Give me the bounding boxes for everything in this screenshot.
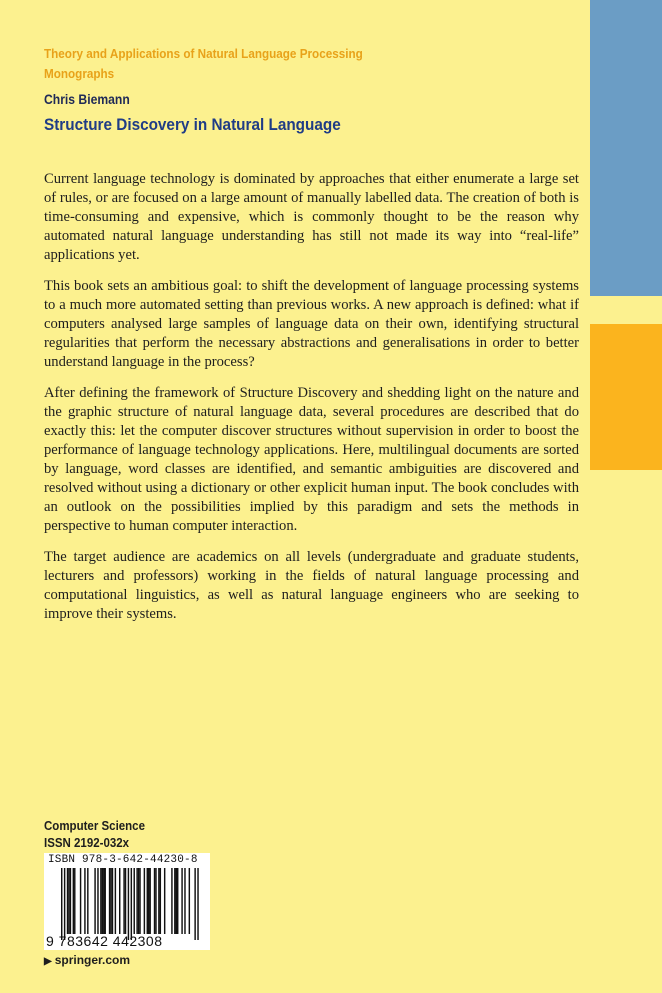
barcode-bar [134, 868, 135, 934]
barcode-bar [171, 868, 172, 934]
color-band-top [590, 0, 662, 296]
series-name: Theory and Applications of Natural Language Processing [44, 46, 363, 61]
barcode-bar [73, 868, 74, 934]
subject-category: Computer Science [44, 819, 145, 833]
barcode-bar [154, 868, 155, 934]
barcode-bar [147, 868, 148, 934]
barcode-bar [148, 868, 149, 934]
barcode-bar [128, 868, 129, 940]
issn: ISSN 2192-032x [44, 836, 130, 850]
description-paragraph: This book sets an ambitious goal: to shift the development of language processing systems to a much more automated setting than previous works. A new approach is defined: what if computers analysed large samples of language data on their own, identifying structural regularities that perform the necessary abstractions and generalisations in order to better understand language in the process? [44, 278, 579, 370]
barcode-bar [70, 868, 71, 934]
subject-block [44, 818, 145, 852]
publisher-url: springer.com [54, 953, 131, 967]
right-triangle-icon: ▶ [44, 956, 52, 967]
barcode-bar [149, 868, 150, 934]
description [44, 170, 579, 636]
barcode-bar [84, 868, 85, 934]
barcode-bar [64, 868, 65, 940]
color-band-bottom [590, 324, 662, 470]
barcode-bar [125, 868, 126, 934]
barcode-bar [97, 868, 98, 934]
description-paragraph: After defining the framework of Structure Discovery and shedding light on the nature and the graphic structure of natural language data, several procedures are described that do exactly this: let the computer discover structures without supervision in order to boost the performance of language technology applications. Here, multilingual documents are sorted by language, word classes are identified, and semantic ambiguities are discovered and resolved without using a dictionary or other explicit human input. The book concludes with an outlook on the possibilities implied by this paradigm and sets the methods in perspective to human computer interaction. [44, 385, 579, 534]
author-name: Chris Biemann [44, 92, 130, 107]
barcode-bar [184, 868, 185, 934]
barcode-bar [176, 868, 177, 934]
barcode-digits: 9 783642 442308 [46, 933, 163, 949]
barcode-bar [80, 868, 81, 934]
barcode-bar [105, 868, 106, 934]
barcode-bar [123, 868, 124, 934]
barcode-bar [119, 868, 120, 934]
barcode-bar [189, 868, 190, 934]
description-paragraph: Current language technology is dominated by approaches that either enumerate a large set of rules, or are focused on a large amount of manually labelled data. The creation of both is time-consuming and expensive, which is commonly thought to be the reason why automated natural language understanding has still not made its way into “real-life” applications yet. [44, 171, 579, 263]
barcode-bar [138, 868, 139, 934]
barcode-bar [160, 868, 161, 934]
barcode-bar [144, 868, 145, 934]
barcode-bar [115, 868, 116, 934]
series-subseries: Monographs [44, 66, 115, 81]
barcode-bar [131, 868, 132, 940]
barcode-bar [109, 868, 110, 934]
barcode-bar [139, 868, 140, 934]
barcode-bar [112, 868, 113, 934]
barcode-bar [174, 868, 175, 934]
barcode-bar [181, 868, 182, 934]
series-block [44, 44, 363, 84]
barcode-bar [164, 868, 165, 934]
barcode-bar [100, 868, 101, 934]
barcode-bar [61, 868, 62, 940]
description-paragraph: The target audience are academics on all levels (undergraduate and graduate students, lecturers and professors) working in the fields of natural language processing and computational linguistics, as well as natural language engineers who are seeking to improve their systems. [44, 549, 579, 622]
barcode-bar [158, 868, 159, 934]
barcode-bar [110, 868, 111, 934]
barcode-bar [87, 868, 88, 934]
barcode-bar [177, 868, 178, 934]
barcode-bar [68, 868, 69, 934]
isbn-barcode [44, 853, 210, 950]
publisher-link[interactable] [44, 953, 130, 967]
barcode-bar [194, 868, 195, 940]
barcode-bar [94, 868, 95, 934]
barcode-bar [74, 868, 75, 934]
book-title: Structure Discovery in Natural Language [44, 115, 341, 134]
barcode-bar [103, 868, 104, 934]
barcode-bar [155, 868, 156, 934]
barcode-bar [102, 868, 103, 934]
barcode-bar [67, 868, 68, 934]
barcode-bar [136, 868, 137, 934]
isbn-label: ISBN 978-3-642-44230-8 [48, 854, 198, 866]
barcode-bar [197, 868, 198, 940]
